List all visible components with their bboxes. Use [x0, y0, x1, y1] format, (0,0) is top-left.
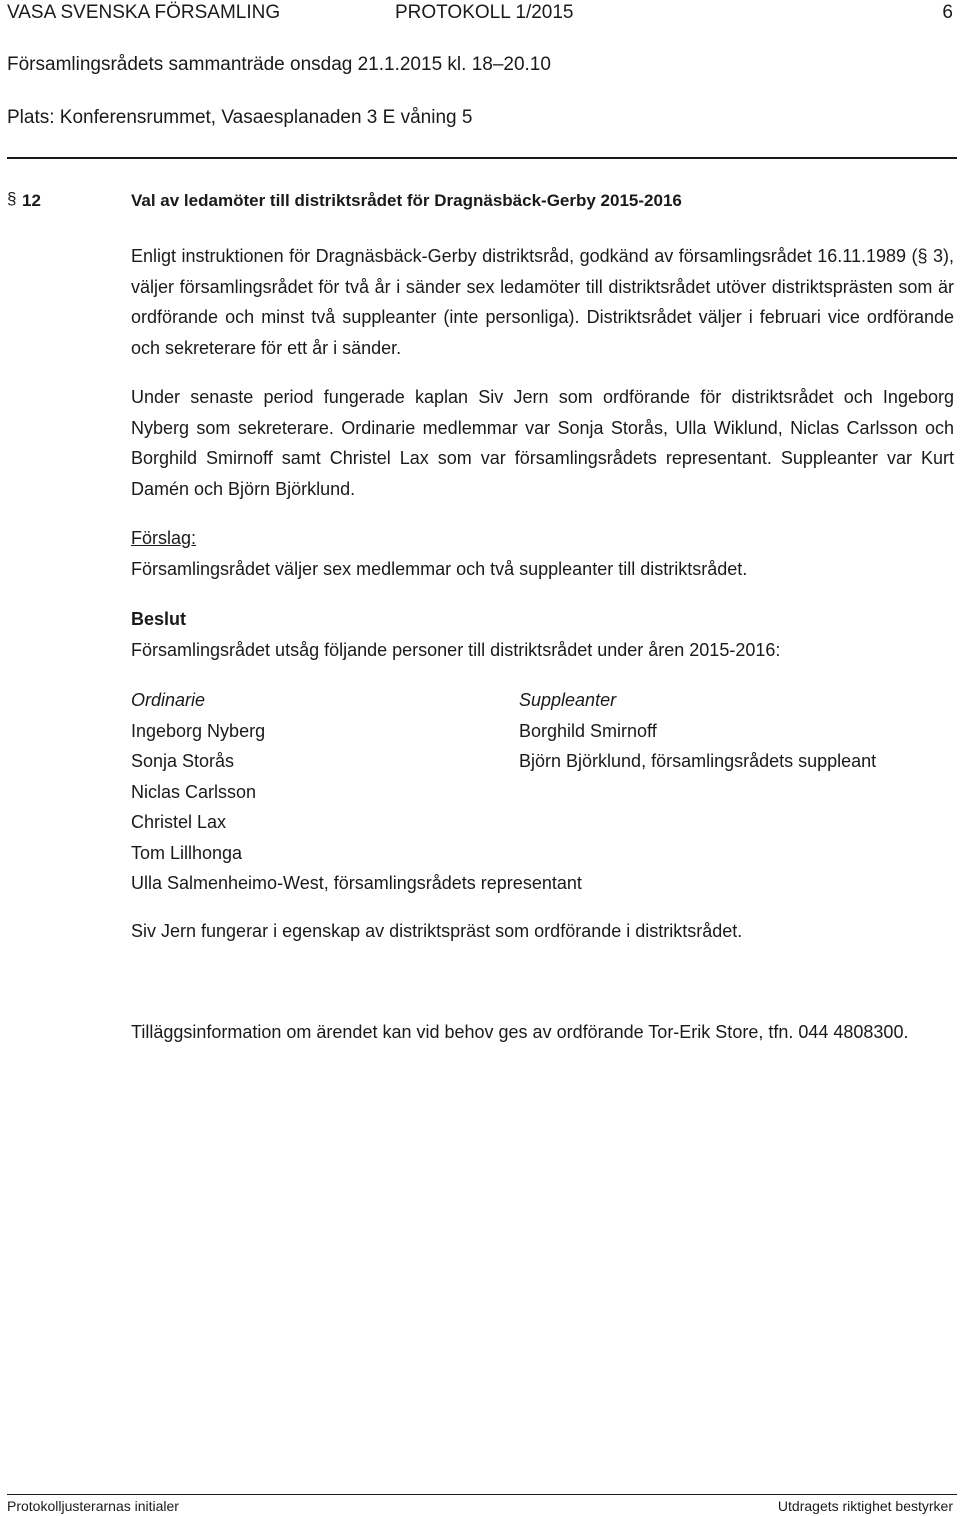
list-item: Ulla Salmenheimo-West, församlingsrådets representant — [131, 873, 582, 893]
paragraph-instructions: Enligt instruktionen för Dragnäsbäck-Gerby distriktsråd, godkänd av församlingsrådet 16.11.1989 (§ 3), väljer församlingsrådet för två år i sänder sex ledamöter till distriktsrådet utöver distriktsprästen som är ordförande och minst två suppleanter (inte personliga). Distriktsrådet väljer i februari vice ordförande och sekreterare för ett år i sänder. — [131, 246, 954, 358]
decision-text: Församlingsrådet utsåg följande personer till distriktsrådet under åren 2015-2016: — [131, 639, 781, 660]
org-name: VASA SVENSKA FÖRSAMLING — [7, 2, 281, 23]
list-item: Björn Björklund, församlingsrådets suppleant — [519, 751, 877, 771]
footer-divider — [7, 1494, 957, 1495]
paragraph-previous-period: Under senaste period fungerade kaplan Siv Jern som ordförande för distriktsrådet och Ingeborg Nyberg som sekreterare. Ordinarie medlemmar var Sonja Storås, Ulla Wiklund, Niclas Carlsson och Borghild Smirnoff samt Christel Lax som var församlingsrådets representant. Suppleanter var Kurt Damén och Björn Björklund. — [131, 387, 954, 499]
section-number: 12 — [22, 191, 41, 210]
proposal-text: Församlingsrådet väljer sex medlemmar och två suppleanter till distriktsrådet. — [131, 558, 748, 579]
suppleanter-label: Suppleanter — [519, 690, 617, 710]
member-lists — [131, 685, 954, 905]
list-item: Borghild Smirnoff — [519, 720, 657, 741]
paragraph-chair: Siv Jern fungerar i egenskap av distriktspräst som ordförande i distriktsrådet. — [131, 921, 743, 941]
list-item: Sonja Storås — [131, 751, 235, 771]
section-title: Val av ledamöter till distriktsrådet för Dragnäsbäck-Gerby 2015-2016 — [131, 191, 682, 210]
footer-certification: Utdragets riktighet bestyrker — [777, 1498, 953, 1514]
header-line — [7, 0, 953, 26]
list-item: Tom Lillhonga — [131, 842, 243, 863]
list-item: Niclas Carlsson — [131, 781, 257, 802]
footer-initials: Protokolljusterarnas initialer — [7, 1498, 179, 1514]
list-item: Ingeborg Nyberg — [131, 720, 266, 741]
header-divider — [7, 157, 957, 159]
meeting-info: Församlingsrådets sammanträde onsdag 21.1.2015 kl. 18–20.10 — [7, 54, 551, 75]
protocol-number: PROTOKOLL 1/2015 — [395, 2, 574, 23]
page-number: 6 — [942, 2, 953, 23]
suppleanter-column — [519, 685, 876, 777]
ordinarie-label: Ordinarie — [131, 690, 206, 710]
paragraph-additional-info: Tilläggsinformation om ärendet kan vid behov ges av ordförande Tor-Erik Store, tfn. 044 4808300. — [131, 1022, 909, 1042]
proposal-label: Förslag: — [131, 528, 197, 548]
section-sign: § — [7, 189, 17, 208]
ordinarie-column — [131, 685, 582, 899]
decision-label: Beslut — [131, 609, 187, 629]
list-item: Christel Lax — [131, 812, 227, 832]
proposal-block — [131, 523, 954, 584]
decision-block — [131, 604, 954, 665]
meeting-place: Plats: Konferensrummet, Vasaesplanaden 3 E våning 5 — [7, 107, 473, 128]
